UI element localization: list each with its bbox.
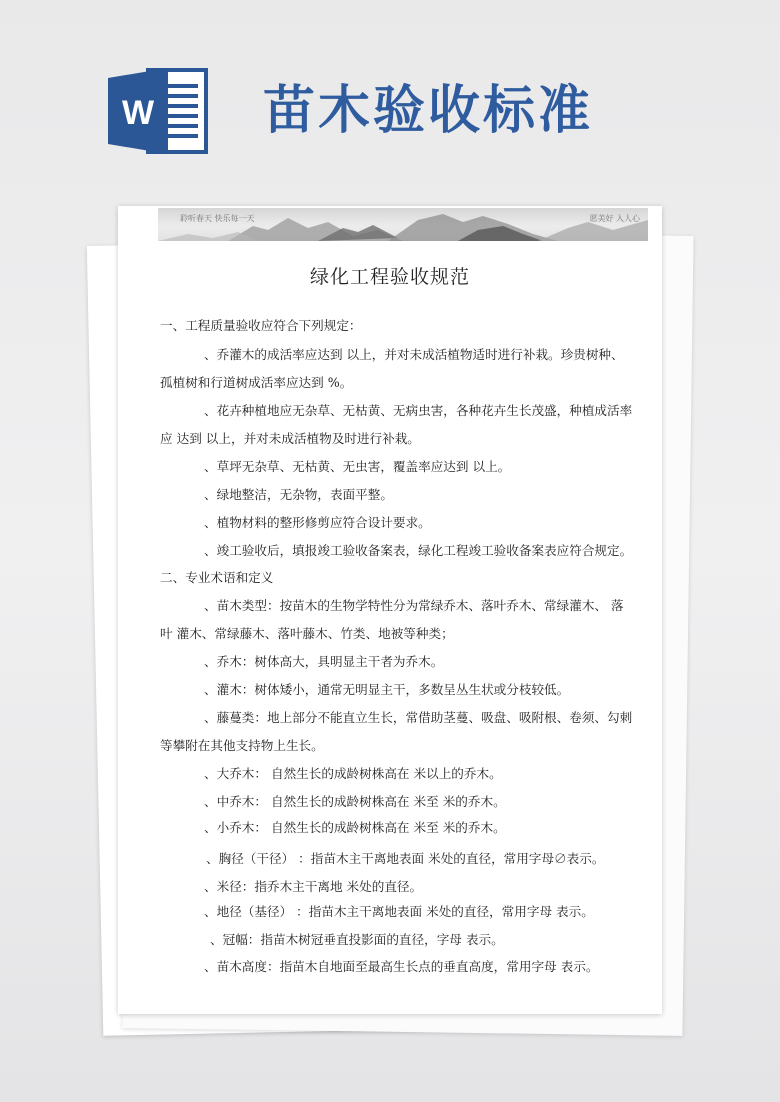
paragraph-line: 、苗木类型：按苗木的生物学特性分为常绿乔木、落叶乔木、常绿灌木、 落 <box>204 598 624 613</box>
paragraph-line: 、地径（基径） ：指苗木主干离地表面 米处的直径，常用字母 表示。 <box>204 904 594 919</box>
paragraph-line: 、灌木：树体矮小，通常无明显主干，多数呈丛生状或分枝较低。 <box>204 682 570 697</box>
banner-right-caption: 愿美好 入人心 <box>589 214 640 223</box>
paragraph-line: 、草坪无杂草、无枯黄、无虫害，覆盖率应达到 以上。 <box>204 459 511 474</box>
banner-left-caption: 聆听春天 快乐每一天 <box>180 214 255 223</box>
paragraph-line: 、小乔木： 自然生长的成龄树株高在 米至 米的乔木。 <box>204 820 506 835</box>
paragraph-line: 、米径：指乔木主干离地 米处的直径。 <box>204 879 423 894</box>
paragraph-line: 、冠幅：指苗木树冠垂直投影面的直径，字母 表示。 <box>210 932 504 947</box>
landscape-banner <box>158 208 648 241</box>
paragraph-line: 孤植树和行道树成活率应达到 %。 <box>160 375 353 390</box>
paragraph-line: 、乔木：树体高大，具明显主干者为乔木。 <box>204 654 444 669</box>
page-title: 苗木验收标准 <box>263 81 594 141</box>
paragraph-line: 、藤蔓类：地上部分不能直立生长，常借助茎蔓、吸盘、吸附根、卷须、勾刺 <box>204 710 633 725</box>
word-document-icon <box>108 68 208 154</box>
paragraph-line: 叶 灌木、常绿藤木、落叶藤木、竹类、地被等种类； <box>160 626 454 641</box>
section-heading: 二、专业术语和定义 <box>160 570 274 585</box>
paragraph-line: 、大乔木： 自然生长的成龄树株高在 米以上的乔木。 <box>204 766 502 781</box>
document-page <box>118 206 662 1014</box>
paragraph-line: 、胸径（干径） ：指苗木主干离地表面 米处的直径，常用字母∅表示。 <box>206 851 605 866</box>
paragraph-line: 、绿地整洁，无杂物，表面平整。 <box>204 487 393 502</box>
document-heading: 绿化工程验收规范 <box>309 266 470 288</box>
paragraph-line: 、苗木高度：指苗木自地面至最高生长点的垂直高度，常用字母 表示。 <box>204 959 599 974</box>
paragraph-line: 、竣工验收后，填报竣工验收备案表，绿化工程竣工验收备案表应符合规定。 <box>204 543 633 558</box>
word-icon-letter: W <box>121 94 155 132</box>
paragraph-line: 、乔灌木的成活率应达到 以上，并对未成活植物适时进行补栽。珍贵树种、 <box>204 347 624 362</box>
header <box>108 68 708 154</box>
paragraph-line: 、花卉种植地应无杂草、无枯黄、无病虫害，各种花卉生长茂盛，种植成活率 <box>204 403 633 418</box>
paragraph-line: 、中乔木： 自然生长的成龄树株高在 米至 米的乔木。 <box>204 794 506 809</box>
section-heading: 一、工程质量验收应符合下列规定： <box>160 318 362 333</box>
paragraph-line: 应 达到 以上，并对未成活植物及时进行补栽。 <box>160 431 420 446</box>
paragraph-line: 、植物材料的整形修剪应符合设计要求。 <box>204 515 431 530</box>
paragraph-line: 等攀附在其他支持物上生长。 <box>160 738 324 753</box>
